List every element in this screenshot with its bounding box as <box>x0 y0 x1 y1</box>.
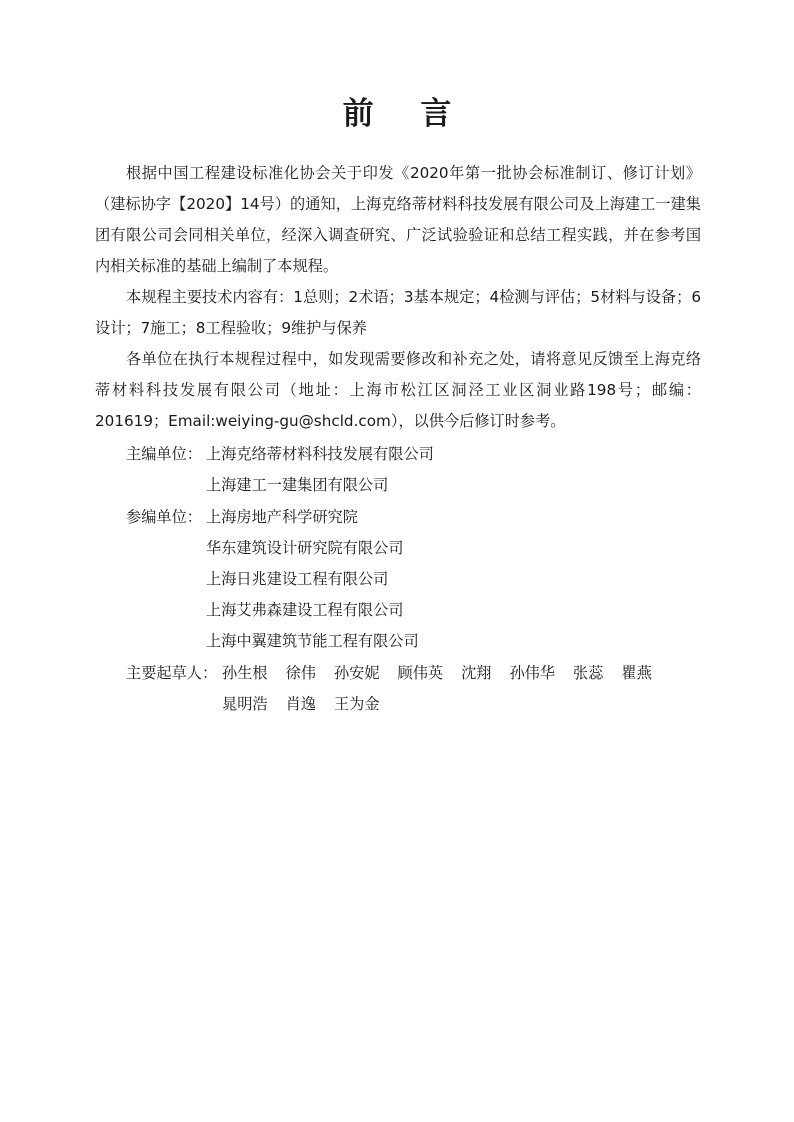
drafter-name: 肖逸 <box>285 695 316 713</box>
drafters-list <box>222 658 670 689</box>
page-title: 前 言 <box>342 96 470 132</box>
paragraph-background: 根据中国工程建设标准化协会关于印发《2020年第一批协会标准制订、修订计划》（建标协字【2020】14号）的通知，上海克络蒂材料科技发展有限公司及上海建工一建集团有限公司会同相关单位，经深入调查研究、广泛试验验证和总结工程实践，并在参考国内相关标准的基础上编制了本规程。 <box>95 164 701 275</box>
drafter-name: 徐伟 <box>285 664 316 682</box>
drafter-name: 王为金 <box>333 695 380 713</box>
paragraph-feedback: 各单位在执行本规程过程中，如发现需要修改和补充之处，请将意见反馈至上海克络蒂材料科技发展有限公司（地址：上海市松江区洞泾工业区洞业路198号；邮编：201619；Email:weiying-gu@shcld.com），以供今后修订时参考。 <box>95 350 701 430</box>
chief-editor-unit: 上海建工一建集团有限公司 <box>206 476 389 494</box>
chief-editor-unit: 上海克络蒂材料科技发展有限公司 <box>206 445 434 463</box>
drafter-name: 顾伟英 <box>397 664 444 682</box>
drafter-name: 张蕊 <box>573 664 604 682</box>
drafter-name: 沈翔 <box>461 664 492 682</box>
participating-label: 参编单位： <box>126 508 202 526</box>
paragraph-contents: 本规程主要技术内容有：1总则；2术语；3基本规定；4检测与评估；5材料与设备；6设计；7施工；8工程验收；9维护与保养 <box>95 288 701 337</box>
drafter-name: 孙生根 <box>222 664 268 682</box>
drafter-name: 孙伟华 <box>509 664 555 682</box>
participating-unit: 上海房地产科学研究院 <box>206 508 358 526</box>
drafter-name: 孙安妮 <box>333 664 380 682</box>
participating-unit: 华东建筑设计研究院有限公司 <box>206 539 404 557</box>
participating-unit: 上海日兆建设工程有限公司 <box>206 570 389 588</box>
participating-unit: 上海中翼建筑节能工程有限公司 <box>206 632 419 650</box>
chief-editor-label: 主编单位： <box>126 445 202 463</box>
drafters-list <box>222 689 398 720</box>
drafters-label: 主要起草人： <box>126 664 218 682</box>
participating-unit: 上海艾弗森建设工程有限公司 <box>206 601 404 619</box>
drafter-name: 晁明浩 <box>222 695 268 713</box>
drafter-name: 瞿燕 <box>621 664 652 682</box>
